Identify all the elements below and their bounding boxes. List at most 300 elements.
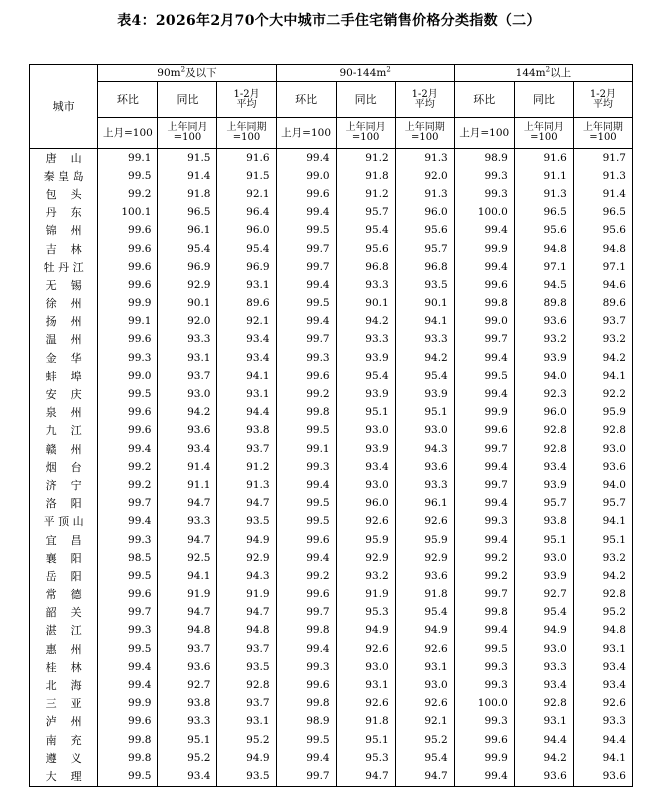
index-value: 92.5	[158, 549, 217, 567]
index-value: 99.4	[98, 513, 158, 531]
city-name: 蚌 埠	[30, 367, 98, 385]
index-value: 94.4	[573, 731, 632, 749]
index-value: 93.2	[336, 567, 395, 585]
index-value: 94.2	[514, 749, 573, 767]
sub-header-yoy: 同比	[158, 82, 217, 118]
index-value: 92.6	[336, 695, 395, 713]
sub-header-yoy: 同比	[514, 82, 573, 118]
index-value: 91.4	[573, 185, 632, 203]
base-header-avg-line2: =100	[232, 132, 261, 143]
index-value: 93.9	[514, 567, 573, 585]
index-value: 96.0	[217, 222, 276, 240]
index-value: 99.9	[454, 749, 514, 767]
index-value: 99.3	[454, 513, 514, 531]
base-header-mom: 上月=100	[98, 118, 158, 149]
index-value: 99.5	[98, 167, 158, 185]
city-name: 济 宁	[30, 476, 98, 494]
index-value: 94.5	[514, 276, 573, 294]
index-value: 99.7	[276, 240, 336, 258]
table-row	[30, 549, 633, 567]
table-row	[30, 422, 633, 440]
index-value: 93.5	[217, 767, 276, 786]
index-value: 99.6	[276, 367, 336, 385]
city-name: 九 江	[30, 422, 98, 440]
index-value: 99.4	[454, 385, 514, 403]
index-value: 99.8	[98, 749, 158, 767]
index-value: 99.4	[276, 640, 336, 658]
table-row	[30, 640, 633, 658]
index-value: 91.8	[336, 713, 395, 731]
group-header-small	[98, 65, 276, 82]
index-value: 99.4	[276, 149, 336, 168]
index-value: 99.4	[276, 476, 336, 494]
index-value: 99.6	[276, 586, 336, 604]
table-row	[30, 440, 633, 458]
index-value: 92.0	[395, 167, 454, 185]
index-value: 93.9	[514, 349, 573, 367]
index-value: 92.9	[395, 549, 454, 567]
table-row	[30, 567, 633, 585]
index-value: 95.1	[158, 731, 217, 749]
index-value: 93.1	[217, 385, 276, 403]
group-label-sup: 2	[545, 65, 551, 73]
index-value: 93.0	[336, 476, 395, 494]
group-label-post: 以上	[550, 66, 572, 79]
table-row	[30, 313, 633, 331]
index-value: 93.3	[395, 331, 454, 349]
index-value: 94.9	[514, 622, 573, 640]
index-value: 100.1	[98, 204, 158, 222]
index-value: 99.7	[454, 476, 514, 494]
index-value: 92.6	[395, 513, 454, 531]
city-name: 泸 州	[30, 713, 98, 731]
index-value: 94.2	[395, 349, 454, 367]
index-value: 91.4	[158, 458, 217, 476]
table-row	[30, 331, 633, 349]
index-value: 91.8	[158, 185, 217, 203]
table-row	[30, 658, 633, 676]
index-value: 99.4	[276, 204, 336, 222]
index-value: 99.3	[276, 658, 336, 676]
index-value: 94.7	[217, 604, 276, 622]
index-value: 99.5	[276, 222, 336, 240]
index-value: 92.6	[336, 513, 395, 531]
index-value: 99.5	[454, 640, 514, 658]
sub-header-avg-line2: 平均	[236, 98, 257, 110]
index-value: 93.0	[395, 676, 454, 694]
index-value: 94.1	[573, 749, 632, 767]
index-value: 92.8	[573, 422, 632, 440]
index-value: 94.9	[336, 622, 395, 640]
city-name: 韶 关	[30, 604, 98, 622]
index-value: 93.3	[573, 713, 632, 731]
index-value: 91.2	[336, 185, 395, 203]
index-value: 99.2	[98, 476, 158, 494]
table-row	[30, 149, 633, 168]
city-name: 秦 皇 岛	[30, 167, 98, 185]
group-label-pre: 90-144m	[339, 66, 387, 79]
base-header-yoy-line2: =100	[173, 132, 202, 143]
city-name: 桂 林	[30, 658, 98, 676]
index-value: 91.6	[514, 149, 573, 168]
index-value: 92.8	[514, 422, 573, 440]
index-value: 95.4	[158, 240, 217, 258]
index-value: 94.8	[573, 240, 632, 258]
base-header-avg	[573, 118, 632, 149]
index-value: 92.9	[336, 549, 395, 567]
index-value: 89.6	[217, 295, 276, 313]
sub-header-avg-line2: 平均	[414, 98, 435, 110]
sub-header-mom: 环比	[276, 82, 336, 118]
index-value: 99.4	[98, 658, 158, 676]
index-value: 93.2	[573, 549, 632, 567]
index-value: 99.5	[454, 367, 514, 385]
index-value: 99.8	[98, 731, 158, 749]
index-value: 93.0	[158, 385, 217, 403]
index-value: 93.3	[336, 276, 395, 294]
index-value: 94.8	[158, 622, 217, 640]
index-value: 95.7	[336, 204, 395, 222]
city-name: 徐 州	[30, 295, 98, 313]
table-row	[30, 385, 633, 403]
index-value: 94.4	[217, 404, 276, 422]
index-value: 99.3	[276, 349, 336, 367]
index-value: 99.2	[98, 458, 158, 476]
index-value: 95.1	[336, 404, 395, 422]
index-value: 99.3	[98, 531, 158, 549]
city-name: 宜 昌	[30, 531, 98, 549]
index-value: 91.9	[336, 586, 395, 604]
index-value: 96.9	[158, 258, 217, 276]
index-value: 94.2	[573, 567, 632, 585]
index-value: 99.7	[276, 767, 336, 786]
index-value: 99.8	[276, 622, 336, 640]
index-value: 99.2	[454, 567, 514, 585]
index-value: 95.6	[336, 240, 395, 258]
index-value: 93.7	[217, 695, 276, 713]
city-name: 南 充	[30, 731, 98, 749]
base-header-avg-line1: 上年同期	[404, 122, 445, 133]
index-value: 96.0	[514, 404, 573, 422]
index-value: 91.2	[336, 149, 395, 168]
index-value: 93.8	[158, 695, 217, 713]
index-value: 99.4	[454, 531, 514, 549]
index-value: 95.4	[217, 240, 276, 258]
index-value: 93.6	[158, 658, 217, 676]
sub-header-mom: 环比	[454, 82, 514, 118]
table-row	[30, 295, 633, 313]
index-value: 92.9	[217, 549, 276, 567]
sub-header-avg-line1: 1-2月	[233, 88, 260, 100]
index-value: 93.4	[336, 458, 395, 476]
index-value: 99.3	[98, 349, 158, 367]
index-value: 93.2	[573, 331, 632, 349]
city-name: 岳 阳	[30, 567, 98, 585]
index-value: 91.5	[217, 167, 276, 185]
index-value: 99.6	[276, 531, 336, 549]
index-value: 96.8	[395, 258, 454, 276]
index-value: 93.9	[514, 476, 573, 494]
index-value: 99.4	[276, 749, 336, 767]
city-name: 湛 江	[30, 622, 98, 640]
index-value: 93.2	[514, 331, 573, 349]
city-name: 洛 阳	[30, 495, 98, 513]
index-value: 93.1	[573, 640, 632, 658]
index-value: 92.7	[158, 676, 217, 694]
index-value: 91.4	[158, 167, 217, 185]
index-value: 93.9	[336, 349, 395, 367]
index-value: 93.4	[514, 458, 573, 476]
group-label-pre: 144m	[515, 66, 546, 79]
index-value: 96.1	[395, 495, 454, 513]
index-value: 91.1	[158, 476, 217, 494]
index-value: 93.3	[158, 713, 217, 731]
index-value: 99.6	[98, 422, 158, 440]
index-value: 93.4	[573, 676, 632, 694]
index-value: 99.1	[98, 149, 158, 168]
index-value: 99.3	[98, 622, 158, 640]
index-value: 89.8	[514, 295, 573, 313]
table-row	[30, 604, 633, 622]
index-value: 91.1	[514, 167, 573, 185]
index-value: 94.7	[158, 604, 217, 622]
index-value: 93.3	[514, 658, 573, 676]
index-value: 99.0	[454, 313, 514, 331]
index-value: 97.1	[514, 258, 573, 276]
sub-header-avg	[217, 82, 276, 118]
index-value: 99.4	[98, 676, 158, 694]
index-value: 91.3	[395, 185, 454, 203]
city-name: 锦 州	[30, 222, 98, 240]
index-value: 99.4	[454, 458, 514, 476]
table-row	[30, 767, 633, 786]
group-header-large	[454, 65, 632, 82]
index-value: 99.4	[454, 622, 514, 640]
base-header-yoy	[158, 118, 217, 149]
index-value: 99.7	[276, 604, 336, 622]
index-value: 99.2	[454, 549, 514, 567]
index-value: 95.1	[573, 531, 632, 549]
index-value: 93.0	[573, 440, 632, 458]
city-column-header: 城市	[30, 65, 98, 149]
base-header-yoy	[514, 118, 573, 149]
table-row	[30, 749, 633, 767]
table-row	[30, 204, 633, 222]
table-row	[30, 713, 633, 731]
index-value: 94.9	[217, 531, 276, 549]
index-value: 95.9	[336, 531, 395, 549]
index-value: 93.4	[514, 676, 573, 694]
index-value: 94.7	[336, 767, 395, 786]
index-value: 94.3	[395, 440, 454, 458]
index-value: 99.5	[276, 422, 336, 440]
index-value: 99.6	[98, 713, 158, 731]
index-value: 92.9	[158, 276, 217, 294]
index-value: 94.8	[514, 240, 573, 258]
index-value: 93.7	[158, 640, 217, 658]
index-value: 93.9	[336, 385, 395, 403]
index-value: 99.3	[454, 658, 514, 676]
index-value: 95.2	[158, 749, 217, 767]
index-value: 94.7	[158, 495, 217, 513]
index-value: 93.5	[217, 513, 276, 531]
index-value: 95.1	[395, 404, 454, 422]
index-value: 92.8	[573, 586, 632, 604]
base-header-avg-line2: =100	[410, 132, 439, 143]
index-value: 93.9	[336, 440, 395, 458]
index-value: 96.0	[395, 204, 454, 222]
index-value: 93.0	[336, 422, 395, 440]
index-value: 99.6	[98, 276, 158, 294]
index-value: 99.7	[276, 258, 336, 276]
index-value: 92.6	[336, 640, 395, 658]
index-value: 91.5	[158, 149, 217, 168]
index-value: 96.1	[158, 222, 217, 240]
index-value: 99.6	[98, 404, 158, 422]
city-name: 吉 林	[30, 240, 98, 258]
index-value: 93.4	[158, 440, 217, 458]
index-value: 99.3	[454, 713, 514, 731]
city-name: 包 头	[30, 185, 98, 203]
index-value: 92.8	[217, 676, 276, 694]
index-value: 99.7	[98, 495, 158, 513]
city-name: 烟 台	[30, 458, 98, 476]
header-sub-row	[30, 82, 633, 118]
index-value: 99.2	[276, 567, 336, 585]
price-index-table	[29, 64, 633, 787]
base-header-avg-line1: 上年同期	[226, 122, 267, 133]
base-header-yoy-line1: 上年同月	[345, 122, 386, 133]
base-header-mom: 上月=100	[454, 118, 514, 149]
index-value: 91.3	[395, 149, 454, 168]
index-value: 91.3	[573, 167, 632, 185]
table-row	[30, 731, 633, 749]
index-value: 96.5	[573, 204, 632, 222]
index-value: 94.7	[217, 495, 276, 513]
sub-header-avg	[395, 82, 454, 118]
index-value: 96.5	[158, 204, 217, 222]
index-value: 93.1	[217, 713, 276, 731]
index-value: 91.2	[217, 458, 276, 476]
index-value: 94.1	[217, 367, 276, 385]
table-row	[30, 476, 633, 494]
index-value: 93.0	[395, 422, 454, 440]
index-value: 92.7	[514, 586, 573, 604]
header-group-row	[30, 65, 633, 82]
base-header-mom: 上月=100	[276, 118, 336, 149]
city-name: 惠 州	[30, 640, 98, 658]
table-row	[30, 258, 633, 276]
index-value: 95.7	[573, 495, 632, 513]
index-value: 95.4	[514, 604, 573, 622]
index-value: 95.4	[395, 749, 454, 767]
index-value: 99.1	[98, 313, 158, 331]
table-row	[30, 458, 633, 476]
sub-header-avg	[573, 82, 632, 118]
index-value: 94.7	[395, 767, 454, 786]
table-row	[30, 185, 633, 203]
index-value: 94.1	[395, 313, 454, 331]
index-value: 95.9	[395, 531, 454, 549]
table-title: 表4：2026年2月70个大中城市二手住宅销售价格分类指数（二）	[117, 13, 541, 29]
index-value: 99.4	[98, 440, 158, 458]
city-name: 温 州	[30, 331, 98, 349]
index-value: 93.7	[217, 640, 276, 658]
index-value: 93.7	[573, 313, 632, 331]
index-value: 93.6	[514, 767, 573, 786]
table-body	[30, 149, 633, 787]
sub-header-avg-line1: 1-2月	[411, 88, 438, 100]
index-value: 95.2	[573, 604, 632, 622]
index-value: 92.6	[395, 640, 454, 658]
header-base-row	[30, 118, 633, 149]
index-value: 93.3	[158, 331, 217, 349]
table-row	[30, 513, 633, 531]
city-name: 扬 州	[30, 313, 98, 331]
group-label-pre: 90m	[157, 66, 181, 79]
index-value: 99.4	[454, 222, 514, 240]
index-value: 99.5	[276, 495, 336, 513]
index-value: 93.7	[158, 367, 217, 385]
index-value: 93.5	[217, 658, 276, 676]
index-value: 99.3	[454, 185, 514, 203]
group-header-medium	[276, 65, 454, 82]
table-row	[30, 676, 633, 694]
index-value: 99.9	[454, 240, 514, 258]
index-value: 99.5	[98, 567, 158, 585]
index-value: 96.8	[336, 258, 395, 276]
index-value: 98.9	[276, 713, 336, 731]
city-name: 金 华	[30, 349, 98, 367]
index-value: 99.2	[276, 385, 336, 403]
index-value: 92.3	[514, 385, 573, 403]
index-value: 96.4	[217, 204, 276, 222]
index-value: 99.6	[98, 258, 158, 276]
city-name: 唐 山	[30, 149, 98, 168]
index-value: 93.8	[514, 513, 573, 531]
index-value: 91.3	[217, 476, 276, 494]
city-name: 牡 丹 江	[30, 258, 98, 276]
base-header-yoy-line2: =100	[351, 132, 380, 143]
table-row	[30, 695, 633, 713]
index-value: 93.0	[336, 658, 395, 676]
index-value: 99.4	[454, 495, 514, 513]
index-value: 90.1	[395, 295, 454, 313]
index-value: 94.4	[514, 731, 573, 749]
index-value: 93.0	[514, 640, 573, 658]
base-header-yoy-line1: 上年同月	[523, 122, 564, 133]
index-value: 93.3	[336, 331, 395, 349]
index-value: 99.8	[454, 604, 514, 622]
group-label-sup: 2	[386, 65, 391, 73]
index-value: 95.2	[395, 731, 454, 749]
index-value: 95.3	[336, 604, 395, 622]
index-value: 93.1	[514, 713, 573, 731]
index-value: 95.1	[514, 531, 573, 549]
index-value: 93.1	[217, 276, 276, 294]
table-row	[30, 495, 633, 513]
table-header	[30, 65, 633, 149]
group-label-sup: 2	[180, 65, 186, 73]
index-value: 95.9	[573, 404, 632, 422]
table-row	[30, 404, 633, 422]
index-value: 93.1	[395, 658, 454, 676]
index-value: 94.0	[573, 476, 632, 494]
sub-header-yoy: 同比	[336, 82, 395, 118]
index-value: 93.6	[514, 313, 573, 331]
sub-header-mom: 环比	[98, 82, 158, 118]
index-value: 93.8	[217, 422, 276, 440]
